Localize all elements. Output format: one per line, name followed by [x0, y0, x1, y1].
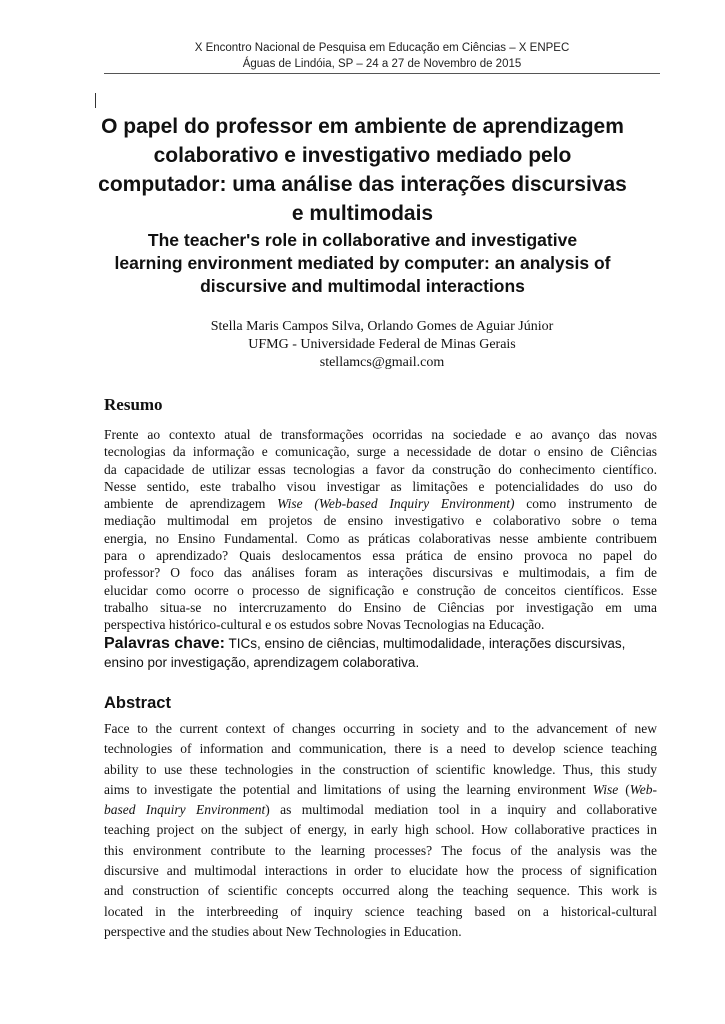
- header-rule: [104, 73, 660, 74]
- abstract-line: this environment contribute to the learning processes? The focus of the analysis was the: [104, 842, 657, 858]
- title-pt-line: e multimodais: [291, 202, 434, 225]
- header-conference: X Encontro Nacional de Pesquisa em Educação em Ciências – X ENPEC: [194, 42, 570, 54]
- resumo-line: tecnologias da informação e comunicação, surge a necessidade de dotar o ensino de Ciências: [104, 444, 657, 460]
- author-block: [104, 318, 660, 372]
- abstract-segment: ) as multimodal mediation tool in a inquiry and collaborative: [265, 802, 657, 818]
- title-pt-line: colaborativo e investigativo mediado pelo: [153, 144, 572, 167]
- resumo-line: Frente ao contexto atual de transformações ocorridas na sociedade e ao avanço das novas: [104, 427, 657, 442]
- abstract-line: [104, 780, 657, 800]
- resumo-line: professor? O foco das análises foram as interações discursivas e multimodais, a fim de: [104, 565, 657, 581]
- title-en-line: discursive and multimodal interactions: [200, 276, 525, 296]
- abstract-line: [104, 800, 657, 820]
- resumo-line: para o aprendizado? Quais deslocamentos essa prática de ensino provoca no papel do: [104, 548, 657, 564]
- keywords: [104, 634, 657, 672]
- resumo-line: trabalho situa-se no intercruzamento do Ensino de Ciências por investigação em uma: [104, 599, 657, 615]
- abstract-italic-term: Web-: [629, 781, 658, 797]
- abstract-line: teaching project on the subject of energy, in early high school. How collaborative practices in: [104, 822, 657, 838]
- abstract-segment: (: [625, 781, 630, 797]
- resumo-line: da capacidade de utilizar essas tecnologias a favor da construção do conhecimento científico.: [104, 461, 657, 477]
- abstract-line: Face to the current context of changes occurring in society and to the advancement of new: [104, 721, 657, 736]
- resumo-paragraph: [104, 426, 657, 634]
- abstract-segment: aims to investigate the potential and limitations of using the learning environment: [104, 781, 586, 797]
- author-names: Stella Maris Campos Silva, Orlando Gomes de Aguiar Júnior: [210, 319, 554, 334]
- resumo-segment: ambiente de aprendizagem: [104, 496, 266, 512]
- title-en-line: learning environment mediated by computer: an analysis of: [114, 253, 611, 273]
- resumo-line: mediação multimodal em projetos de ensino investigativo e colaborativo sobre o tema: [104, 513, 657, 529]
- abstract-line: and construction of scientific concepts occurred along the teaching sequence. This work is: [104, 883, 657, 899]
- resumo-line: energia, no Ensino Fundamental. Como as práticas colaborativas nesse ambiente contribuem: [104, 530, 657, 546]
- title-pt-line: O papel do professor em ambiente de aprendizagem: [101, 115, 624, 138]
- resumo-segment: como instrumento de: [526, 496, 657, 512]
- resumo-italic-term: Wise (Web-based Inquiry Environment): [277, 496, 515, 512]
- running-header: [104, 40, 660, 72]
- abstract-italic-term: based Inquiry Environment: [104, 802, 266, 818]
- text-cursor: [95, 93, 96, 108]
- resumo-line: elucidar como ocorre o processo de significação e construção de conceitos científicos. Esse: [104, 582, 657, 598]
- author-affiliation: UFMG - Universidade Federal de Minas Gerais: [248, 337, 516, 352]
- resumo-line: Nesse sentido, este trabalho visou investigar as limitações e potencialidades do uso do: [104, 478, 657, 494]
- keywords-text: TICs, ensino de ciências, multimodalidade, interações discursivas, ensino por investigação, aprendizagem colaborativa.: [104, 636, 626, 670]
- keywords-label: Palavras chave:: [104, 635, 225, 652]
- title-en-line: The teacher's role in collaborative and investigative: [147, 230, 578, 250]
- author-email: stellamcs@gmail.com: [319, 355, 445, 370]
- title-pt-line: computador: uma análise das interações discursivas: [98, 173, 627, 196]
- resumo-heading: Resumo: [104, 395, 163, 414]
- abstract-paragraph: [104, 719, 657, 942]
- abstract-line: ability to use these technologies in the construction of scientific knowledge. Thus, this study: [104, 761, 657, 777]
- abstract-line: perspective and the studies about New Technologies in Education.: [104, 923, 462, 939]
- abstract-line: located in the interbreeding of inquiry science teaching based on a historical-cultural: [104, 903, 657, 919]
- title-english: [92, 229, 633, 298]
- abstract-line: discursive and multimodal interactions in order to elucidate how the process of signification: [104, 863, 657, 879]
- header-location-date: Águas de Lindóia, SP – 24 a 27 de Novembro de 2015: [242, 58, 522, 70]
- title-portuguese: [92, 112, 633, 228]
- resumo-line: perspectiva histórico-cultural e os estudos sobre Novas Tecnologias na Educação.: [104, 617, 545, 633]
- abstract-italic-term: Wise: [592, 781, 619, 797]
- abstract-line: technologies of information and communication, there is a need to develop science teaching: [104, 741, 657, 757]
- resumo-line: [104, 495, 657, 512]
- abstract-heading: Abstract: [104, 694, 171, 712]
